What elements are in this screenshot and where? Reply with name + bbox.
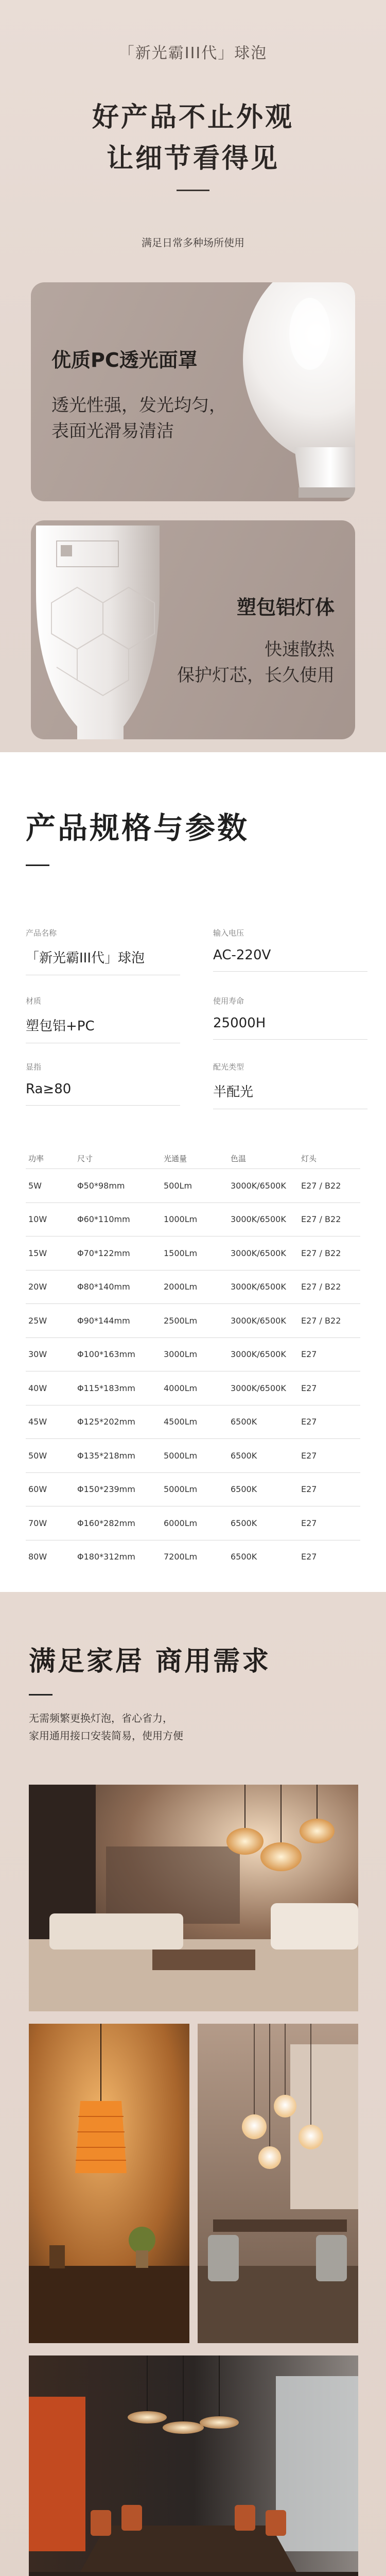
spec-table-cell: E27 / B22: [301, 1282, 341, 1292]
spec-table-cell: 60W: [28, 1484, 47, 1495]
spec-table-cell: 45W: [28, 1417, 47, 1427]
spec-table-cell: Φ180*312mm: [77, 1552, 135, 1562]
spec-table-cell: 30W: [28, 1349, 47, 1360]
bulb-body-image: [31, 520, 175, 739]
spec-table-row: [26, 1438, 360, 1472]
spec-table-row: [26, 1168, 360, 1202]
spec-table-header: 功率 尺寸 光通量 色温 灯头: [28, 1154, 317, 1163]
spec-table-cell: Φ70*122mm: [77, 1248, 130, 1258]
spec-table-row: [26, 1270, 360, 1304]
spec-table-row: [26, 1506, 360, 1540]
spec-table-row: [26, 1236, 360, 1270]
spec-table-cell: 1500Lm: [164, 1248, 198, 1258]
spec-table-cell: 5000Lm: [164, 1484, 198, 1495]
feature-cover-title: 优质PC透光面罩: [51, 349, 198, 371]
spec-table-cell: 1000Lm: [164, 1214, 198, 1225]
attr-product-name: 产品名称 「新光霸III代」球泡: [26, 927, 180, 975]
spec-table-cell: 80W: [28, 1552, 47, 1562]
spec-table-cell: E27 / B22: [301, 1180, 341, 1191]
spec-table-cell: 6500K: [231, 1518, 257, 1528]
spec-table-cell: 5W: [28, 1180, 42, 1191]
bulb-cover-image: [233, 282, 355, 501]
spec-table-cell: E27: [301, 1450, 317, 1461]
spec-table-cell: Φ125*202mm: [77, 1417, 135, 1427]
spec-table-row: [26, 1405, 360, 1439]
spec-table-cell: E27: [301, 1417, 317, 1427]
spec-table-cell: Φ100*163mm: [77, 1349, 135, 1360]
spec-table-cell: 6500K: [231, 1552, 257, 1562]
spec-table-cell: E27 / B22: [301, 1248, 341, 1258]
spec-table-cell: E27: [301, 1518, 317, 1528]
living-room-photo: [29, 1785, 358, 2011]
spec-table-cell: E27: [301, 1484, 317, 1495]
spec-table-cell: E27: [301, 1349, 317, 1360]
attr-light-distribution: 配光类型 半配光: [213, 1061, 367, 1109]
feature-card-body: [31, 520, 355, 739]
spec-table-cell: 15W: [28, 1248, 47, 1258]
feature-cover-text: 透光性强，发光均匀， 表面光滑易清洁: [51, 395, 226, 442]
feature-body-title: 塑包铝灯体: [236, 596, 335, 619]
spec-table-cell: 70W: [28, 1518, 47, 1528]
feature-body-text: 快速散热 保护灯芯，长久使用: [177, 639, 335, 686]
spec-table-cell: 40W: [28, 1383, 47, 1393]
spec-table-cell: 20W: [28, 1282, 47, 1292]
spec-table-row: [26, 1540, 360, 1574]
spec-table-cell: Φ80*140mm: [77, 1282, 130, 1292]
spec-table-cell: 5000Lm: [164, 1450, 198, 1461]
headline-divider: [177, 190, 209, 191]
spec-table-cell: 3000K/6500K: [231, 1248, 286, 1258]
spec-table-cell: E27 / B22: [301, 1315, 341, 1326]
spec-table-cell: 6500K: [231, 1417, 257, 1427]
spec-table-cell: 4000Lm: [164, 1383, 198, 1393]
spec-table: [26, 1148, 360, 1573]
specs-title: 产品规格与参数: [26, 810, 250, 845]
product-tag: 「新光霸III代」球泡: [118, 44, 268, 62]
spec-table-cell: 6000Lm: [164, 1518, 198, 1528]
spec-table-cell: 3000K/6500K: [231, 1180, 286, 1191]
meeting-room-photo: [29, 2355, 358, 2576]
specs-divider: [26, 865, 49, 866]
spec-table-cell: Φ160*282mm: [77, 1518, 135, 1528]
scene-divider: [29, 1694, 52, 1696]
scene-section: [0, 1592, 386, 2576]
spec-table-cell: Φ135*218mm: [77, 1450, 135, 1461]
spec-table-cell: Φ60*110mm: [77, 1214, 130, 1225]
specs-section: [0, 752, 386, 1587]
spec-table-row: [26, 1472, 360, 1506]
attr-cri: 显指 Ra≥80: [26, 1061, 180, 1106]
spec-table-cell: 2000Lm: [164, 1282, 198, 1292]
spec-table-row: [26, 1371, 360, 1405]
spec-table-row: [26, 1202, 360, 1236]
headline-line-2: 让细节看得见: [106, 143, 279, 174]
spec-table-cell: 7200Lm: [164, 1552, 198, 1562]
spec-table-row: [26, 1303, 360, 1337]
spec-table-cell: E27: [301, 1383, 317, 1393]
spec-table-cell: Φ150*239mm: [77, 1484, 135, 1495]
spec-table-row: [26, 1337, 360, 1371]
spec-table-cell: 3000Lm: [164, 1349, 198, 1360]
spec-table-cell: E27: [301, 1552, 317, 1562]
attr-lifespan: 使用寿命 25000H: [213, 995, 367, 1040]
spec-table-cell: 3000K/6500K: [231, 1214, 286, 1225]
dining-room-photo: [198, 2024, 358, 2343]
use-note: 满足日常多种场所使用: [142, 236, 244, 249]
headline-line-1: 好产品不止外观: [92, 102, 294, 133]
spec-table-cell: 10W: [28, 1214, 47, 1225]
spec-table-cell: Φ90*144mm: [77, 1315, 130, 1326]
spec-table-cell: 4500Lm: [164, 1417, 198, 1427]
spec-table-cell: 6500K: [231, 1450, 257, 1461]
hero-section: [0, 0, 386, 752]
spec-table-cell: Φ115*183mm: [77, 1383, 135, 1393]
spec-table-cell: 3000K/6500K: [231, 1282, 286, 1292]
spec-table-cell: 500Lm: [164, 1180, 192, 1191]
pendant-lamp-photo: [29, 2024, 189, 2343]
spec-table-cell: 3000K/6500K: [231, 1315, 286, 1326]
scene-description: 无需频繁更换灯泡，省心省力， 家用通用接口安装简易，使用方便: [29, 1712, 183, 1742]
spec-table-cell: 3000K/6500K: [231, 1349, 286, 1360]
attr-material: 材质 塑包铝+PC: [26, 995, 180, 1043]
spec-table-cell: 2500Lm: [164, 1315, 198, 1326]
spec-table-cell: 25W: [28, 1315, 47, 1326]
spec-table-cell: 6500K: [231, 1484, 257, 1495]
attr-input-voltage: 输入电压 AC-220V: [213, 927, 367, 972]
spec-table-cell: 3000K/6500K: [231, 1383, 286, 1393]
spec-table-cell: 50W: [28, 1450, 47, 1461]
scene-title: 满足家居 商用需求: [29, 1646, 271, 1677]
spec-table-cell: E27 / B22: [301, 1214, 341, 1225]
feature-card-cover: [31, 282, 355, 501]
spec-table-cell: Φ50*98mm: [77, 1180, 125, 1191]
